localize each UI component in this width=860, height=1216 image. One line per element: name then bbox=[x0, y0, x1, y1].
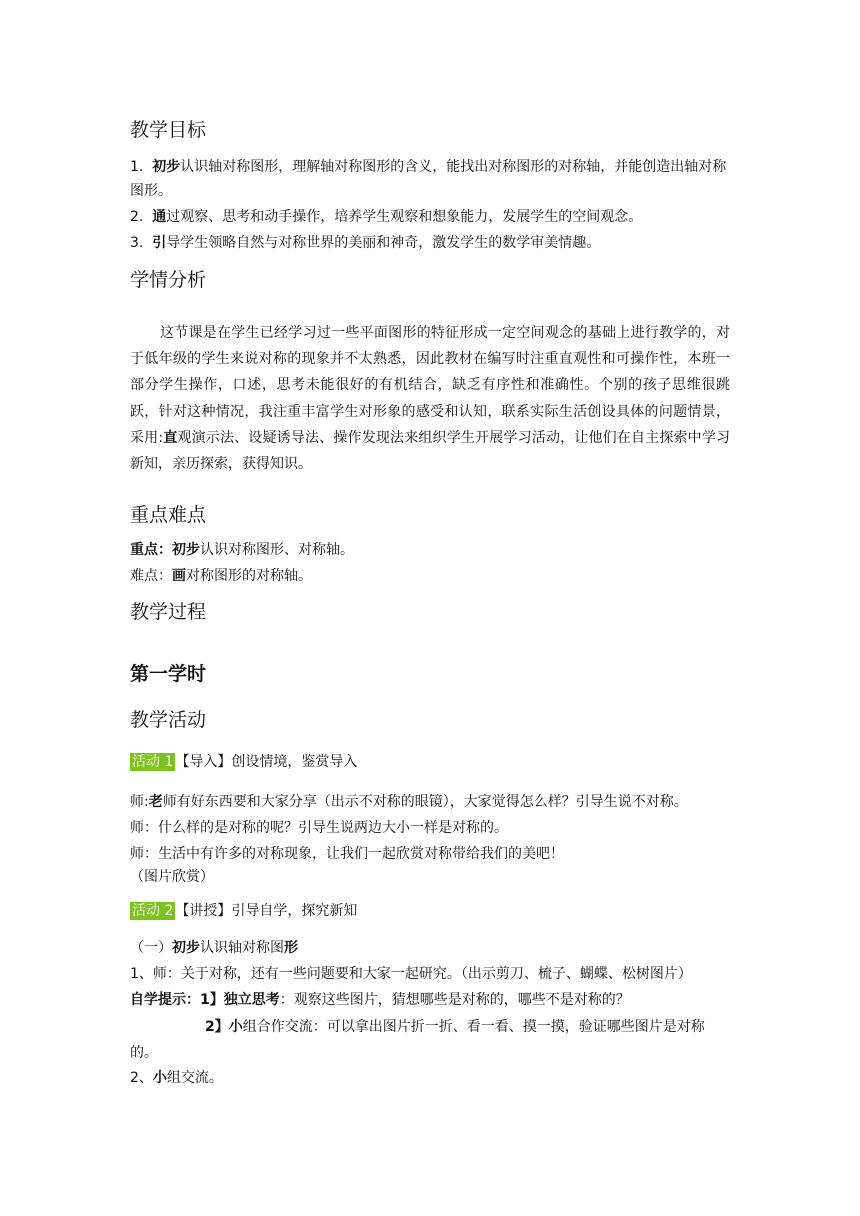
difficulty-line: 难点：画对称图形的对称轴。 bbox=[130, 568, 312, 584]
activity-2-heading: 活动 2 【讲授】引导自学，探究新知 bbox=[132, 903, 358, 919]
activity-1-line-3: 师：生活中有许多的对称现象，让我们一起欣赏对称带给我们的美吧！ bbox=[130, 846, 564, 862]
activity-2-line-3: 2、小组交流。 bbox=[130, 1070, 223, 1086]
activity-2-subheading: （一）初步认识轴对称图形 bbox=[130, 940, 298, 956]
activity-2-tag: 活动 2 bbox=[132, 903, 174, 919]
activity-1-line-4: （图片欣赏） bbox=[130, 869, 214, 885]
objectives-heading: 教学目标 bbox=[130, 119, 207, 141]
objective-item-1: 1. 初步认识轴对称图形，理解轴对称图形的含义，能找出对称图形的对称轴，并能创造出轴对称图形。 bbox=[130, 159, 727, 199]
activity-2-line-1: 1、师：关于对称，还有一些问题要和大家一起研究。（出示剪刀、梳子、蝴蝶、松树图片） bbox=[130, 966, 692, 982]
key-point-line: 重点：初步认识对称图形、对称轴。 bbox=[130, 542, 354, 558]
activity-1-line-1: 师:老师有好东西要和大家分享（出示不对称的眼镜），大家觉得怎么样？引导生说不对称。 bbox=[130, 794, 688, 810]
keypoints-heading: 重点难点 bbox=[130, 504, 207, 526]
analysis-heading: 学情分析 bbox=[130, 269, 207, 291]
activities-heading: 教学活动 bbox=[130, 709, 207, 731]
analysis-paragraph: 这节课是在学生已经学习过一些平面图形的特征形成一定空间观念的基础上进行教学的，对于低年级的学生来说对称的现象并不太熟悉，因此教材在编写时注重直观性和可操作性，本班一部分学生操作，口述，思考未能很好的有机结合，缺乏有序性和准确性。个别的孩子思维很跳跃，针对这种情况，我注重丰富学生对形象的感受和认知，联系实际生活创设具体的问题情景，采用:直观演示法、设疑诱导法、操作发现法来组织学生开展学习活动，让他们在自主探索中学习新知，亲历探索，获得知识。 bbox=[130, 325, 731, 473]
activity-1-line-2: 师：什么样的是对称的呢？引导生说两边大小一样是对称的。 bbox=[130, 820, 508, 836]
activity-1-tag: 活动 1 bbox=[132, 754, 174, 770]
process-heading: 教学过程 bbox=[130, 601, 207, 623]
activity-1-heading: 活动 1 【导入】创设情境，鉴赏导入 bbox=[132, 754, 358, 770]
objective-item-2: 2. 通过观察、思考和动手操作，培养学生观察和想象能力，发展学生的空间观念。 bbox=[130, 209, 643, 225]
lesson-heading: 第一学时 bbox=[130, 663, 207, 685]
self-study-tip-1: 自学提示：1】独立思考：观察这些图片，猜想哪些是对称的，哪些不是对称的？ bbox=[130, 992, 630, 1008]
self-study-tip-2: 2】小组合作交流：可以拿出图片折一折、看一看、摸一摸，验证哪些图片是对称的。 bbox=[130, 1019, 705, 1061]
objective-item-3: 3. 引导学生领略自然与对称世界的美丽和神奇，激发学生的数学审美情趣。 bbox=[130, 235, 601, 251]
